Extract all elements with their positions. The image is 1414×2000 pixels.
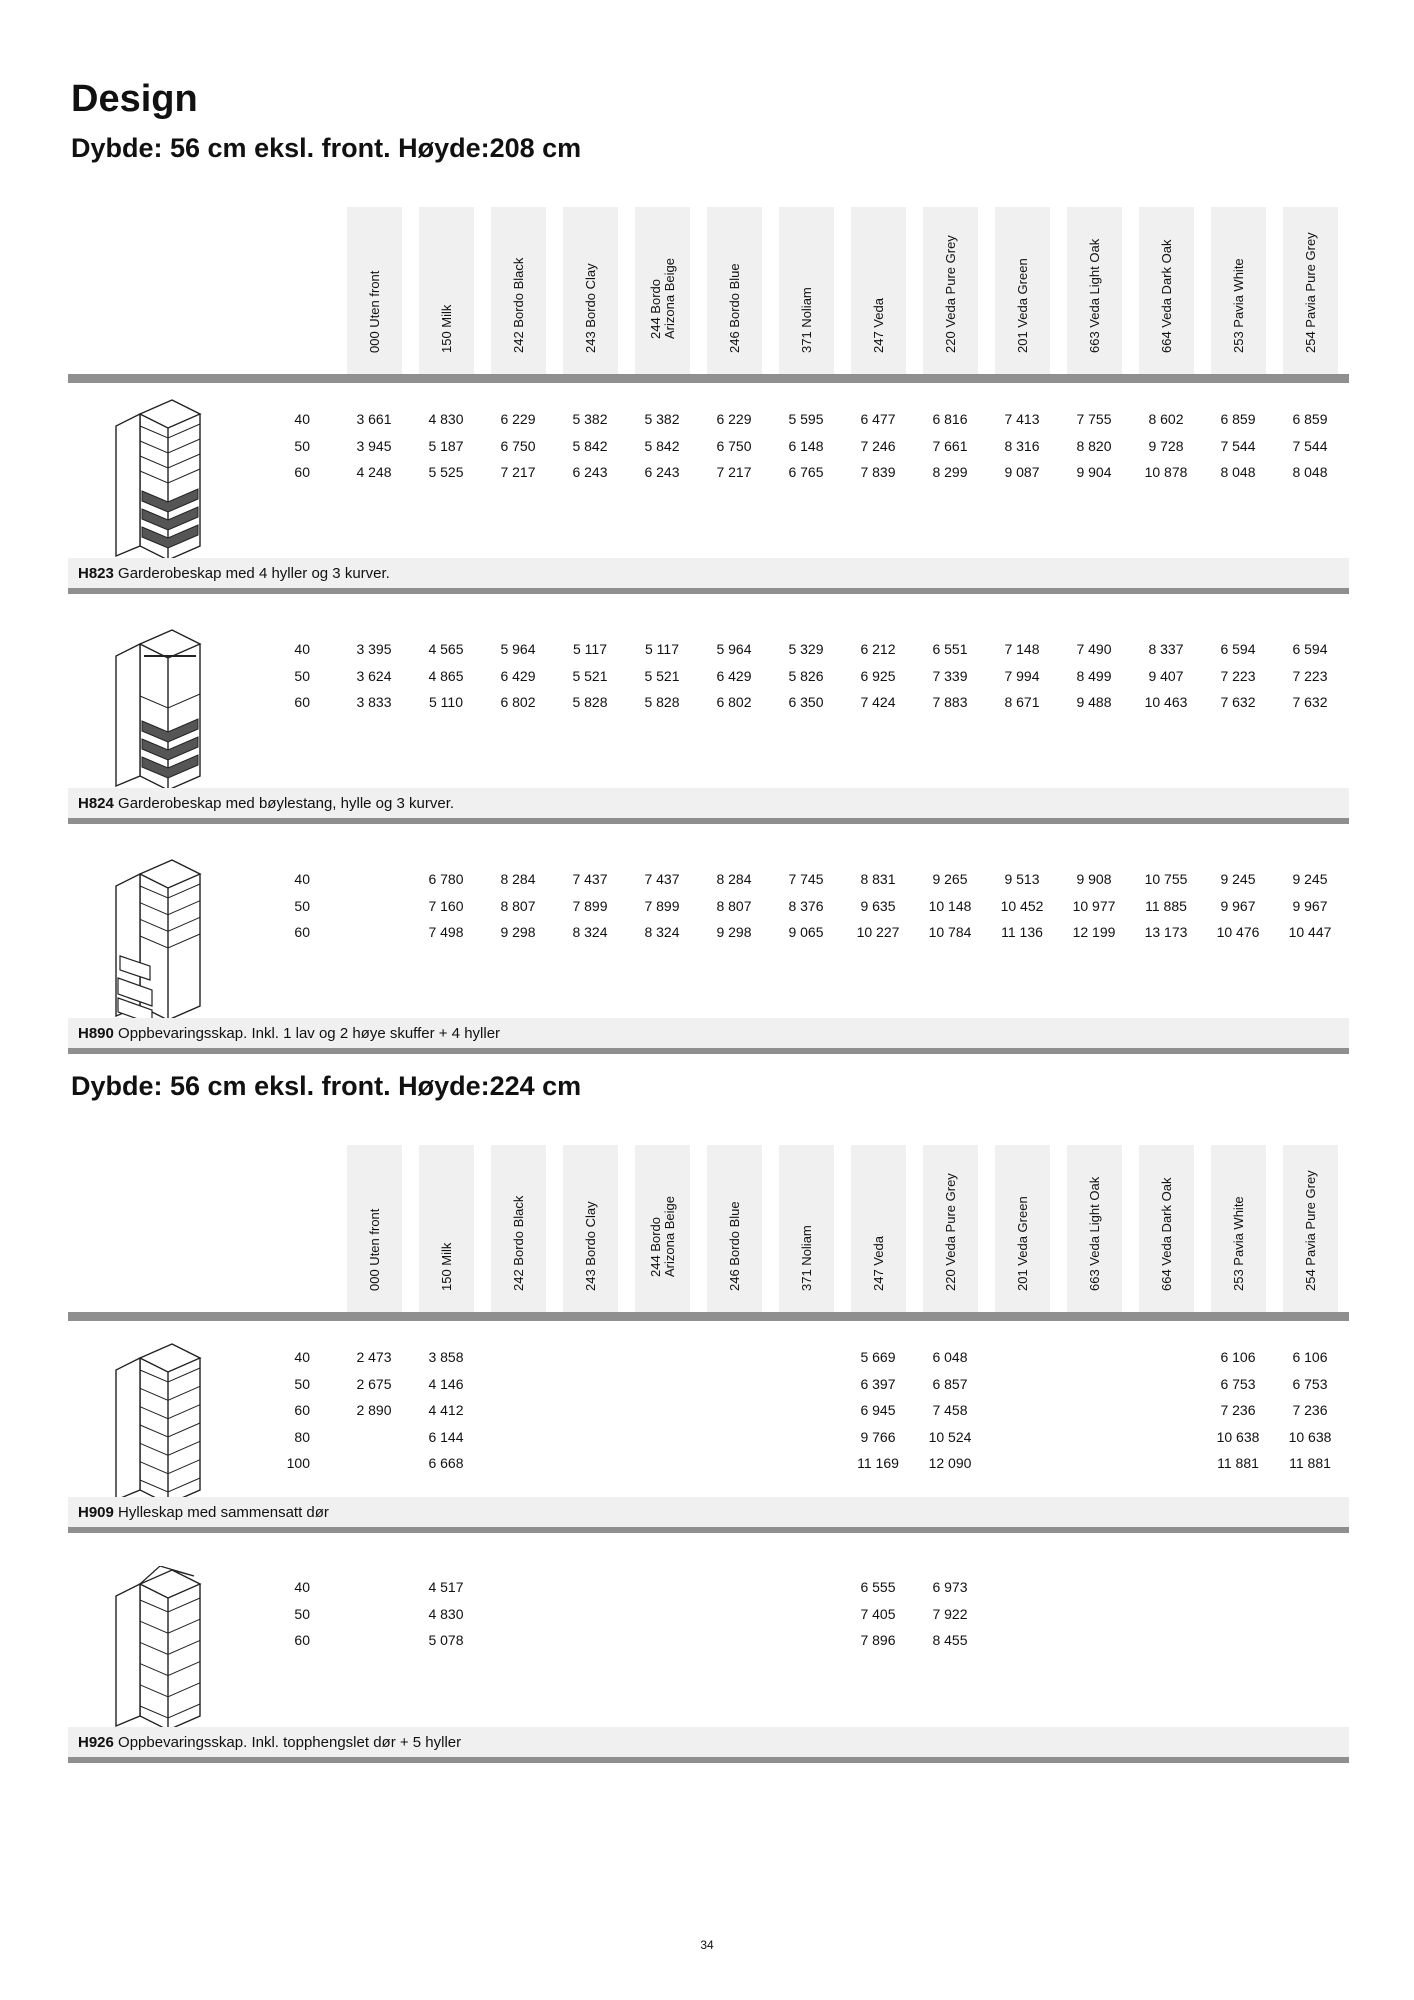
product-divider bbox=[68, 588, 1349, 594]
price-cell: 7 883 bbox=[932, 694, 968, 710]
product-description-row bbox=[68, 788, 1349, 818]
column-header-label: 247 Veda bbox=[870, 298, 886, 353]
storage-drawers-icon bbox=[100, 856, 210, 1036]
price-cell: 9 087 bbox=[1004, 464, 1040, 480]
price-cell: 6 780 bbox=[428, 871, 464, 887]
price-cell: 10 878 bbox=[1144, 464, 1188, 480]
column-header bbox=[1139, 207, 1194, 375]
column-header-label: 664 Veda Dark Oak bbox=[1158, 1177, 1174, 1291]
price-cell: 5 521 bbox=[572, 667, 608, 684]
price-cell: 8 337 bbox=[1148, 641, 1184, 657]
price-cell: 6 925 bbox=[860, 667, 896, 684]
column-header-label: 150 Milk bbox=[438, 1242, 454, 1291]
price-cell: 5 521 bbox=[644, 667, 680, 684]
price-cell: 4 830 bbox=[428, 1605, 464, 1622]
page-title: Design bbox=[71, 78, 198, 120]
price-cell: 7 236 bbox=[1292, 1402, 1328, 1418]
price-cell: 3 624 bbox=[356, 667, 392, 684]
product-text: Garderobeskap med bøylestang, hylle og 3 kurver. bbox=[113, 795, 455, 812]
price-cell: 7 246 bbox=[860, 437, 896, 454]
price-cell: 5 187 bbox=[428, 437, 464, 454]
price-cell: 8 324 bbox=[644, 924, 680, 940]
price-cell: 10 638 bbox=[1216, 1428, 1260, 1445]
price-cell: 6 555 bbox=[860, 1579, 896, 1595]
product-text: Garderobeskap med 4 hyller og 3 kurver. bbox=[113, 565, 390, 582]
price-cell: 6 148 bbox=[788, 437, 824, 454]
width-cm: 60 bbox=[294, 1402, 310, 1418]
price-cell: 5 842 bbox=[644, 437, 680, 454]
product-code: H890 bbox=[78, 1025, 114, 1042]
price-cell: 6 945 bbox=[860, 1402, 896, 1418]
column-header-label: 220 Veda Pure Grey bbox=[942, 1173, 958, 1291]
price-cell: 4 248 bbox=[356, 464, 392, 480]
product-divider bbox=[68, 1527, 1349, 1533]
price-cell: 10 784 bbox=[928, 924, 972, 940]
price-cell: 6 106 bbox=[1292, 1349, 1328, 1365]
price-cell: 9 513 bbox=[1004, 871, 1040, 887]
column-header-label: 242 Bordo Black bbox=[510, 257, 526, 353]
price-cell: 2 890 bbox=[356, 1402, 392, 1418]
price-cell: 5 329 bbox=[788, 641, 824, 657]
column-header bbox=[419, 207, 474, 375]
price-cell: 6 750 bbox=[500, 437, 536, 454]
column-header-label: 244 Bordo Arizona Beige bbox=[647, 1196, 677, 1277]
price-cell: 10 977 bbox=[1072, 897, 1116, 914]
width-cm: 50 bbox=[294, 1605, 310, 1622]
column-header bbox=[923, 207, 978, 375]
price-cell: 10 463 bbox=[1144, 694, 1188, 710]
price-cell: 3 945 bbox=[356, 437, 392, 454]
price-cell: 9 728 bbox=[1148, 437, 1184, 454]
price-cell: 7 544 bbox=[1220, 437, 1256, 454]
price-cell: 12 199 bbox=[1072, 924, 1116, 940]
price-cell: 9 245 bbox=[1292, 871, 1328, 887]
product-text: Oppbevaringsskap. Inkl. 1 lav og 2 høye skuffer + 4 hyller bbox=[113, 1025, 501, 1042]
wardrobe-baskets-icon bbox=[100, 396, 210, 576]
price-cell: 5 525 bbox=[428, 464, 464, 480]
price-cell: 6 477 bbox=[860, 411, 896, 427]
price-cell: 7 745 bbox=[788, 871, 824, 887]
price-cell: 7 994 bbox=[1004, 667, 1040, 684]
price-cell: 7 899 bbox=[644, 897, 680, 914]
price-cell: 6 106 bbox=[1220, 1349, 1256, 1365]
price-cell: 6 859 bbox=[1292, 411, 1328, 427]
price-cell: 11 881 bbox=[1217, 1455, 1259, 1471]
price-cell: 10 638 bbox=[1288, 1428, 1332, 1445]
column-header-label: 246 Bordo Blue bbox=[726, 263, 742, 353]
column-header bbox=[707, 1145, 762, 1313]
column-header bbox=[995, 207, 1050, 375]
product-text: Hylleskap med sammensatt dør bbox=[113, 1504, 329, 1521]
price-cell: 6 802 bbox=[716, 694, 752, 710]
price-cell: 10 476 bbox=[1216, 924, 1260, 940]
column-header-label: 247 Veda bbox=[870, 1236, 886, 1291]
price-cell: 7 490 bbox=[1076, 641, 1112, 657]
price-cell: 2 473 bbox=[356, 1349, 392, 1365]
price-cell: 5 828 bbox=[572, 694, 608, 710]
price-cell: 9 908 bbox=[1076, 871, 1112, 887]
price-cell: 5 669 bbox=[860, 1349, 896, 1365]
price-cell: 8 324 bbox=[572, 924, 608, 940]
width-cm: 60 bbox=[294, 924, 310, 940]
price-cell: 5 078 bbox=[428, 1632, 464, 1648]
price-cell: 3 395 bbox=[356, 641, 392, 657]
price-cell: 9 298 bbox=[716, 924, 752, 940]
column-header bbox=[923, 1145, 978, 1313]
column-header-label: 000 Uten front bbox=[366, 1208, 382, 1291]
price-cell: 7 413 bbox=[1004, 411, 1040, 427]
price-cell: 4 412 bbox=[428, 1402, 464, 1418]
product-description bbox=[78, 1504, 329, 1521]
wardrobe-rail-baskets-icon bbox=[100, 626, 210, 806]
price-cell: 4 830 bbox=[428, 411, 464, 427]
price-cell: 7 223 bbox=[1292, 667, 1328, 684]
price-cell: 10 524 bbox=[928, 1428, 972, 1445]
price-cell: 5 382 bbox=[572, 411, 608, 427]
price-cell: 9 265 bbox=[932, 871, 968, 887]
price-cell: 6 753 bbox=[1220, 1375, 1256, 1392]
price-cell: 6 243 bbox=[572, 464, 608, 480]
price-cell: 8 602 bbox=[1148, 411, 1184, 427]
price-cell: 9 635 bbox=[860, 897, 896, 914]
price-cell: 4 565 bbox=[428, 641, 464, 657]
price-cell: 7 755 bbox=[1076, 411, 1112, 427]
width-cm: 40 bbox=[294, 411, 310, 427]
price-cell: 6 229 bbox=[716, 411, 752, 427]
column-header bbox=[491, 207, 546, 375]
price-cell: 6 350 bbox=[788, 694, 824, 710]
price-cell: 5 117 bbox=[573, 641, 607, 657]
price-cell: 9 766 bbox=[860, 1428, 896, 1445]
column-header-label: 254 Pavia Pure Grey bbox=[1302, 1170, 1318, 1291]
column-header-label: 664 Veda Dark Oak bbox=[1158, 239, 1174, 353]
column-header bbox=[1211, 207, 1266, 375]
column-header bbox=[491, 1145, 546, 1313]
top-hinged-cabinet-icon bbox=[100, 1566, 210, 1746]
column-header bbox=[635, 1145, 690, 1313]
column-header-label: 371 Noliam bbox=[798, 287, 814, 353]
width-cm: 40 bbox=[294, 1579, 310, 1595]
price-cell: 2 675 bbox=[356, 1375, 392, 1392]
column-header bbox=[707, 207, 762, 375]
width-cm: 50 bbox=[294, 1375, 310, 1392]
price-cell: 9 407 bbox=[1148, 667, 1184, 684]
price-cell: 11 136 bbox=[1001, 924, 1043, 940]
price-cell: 6 229 bbox=[500, 411, 536, 427]
column-header bbox=[347, 1145, 402, 1313]
price-cell: 7 405 bbox=[860, 1605, 896, 1622]
price-cell: 7 217 bbox=[716, 464, 752, 480]
price-cell: 7 148 bbox=[1004, 641, 1040, 657]
price-cell: 7 632 bbox=[1292, 694, 1328, 710]
product-text: Oppbevaringsskap. Inkl. topphengslet dør + 5 hyller bbox=[113, 1734, 462, 1751]
price-cell: 6 668 bbox=[428, 1455, 464, 1471]
column-header-label: 000 Uten front bbox=[366, 270, 382, 353]
header-divider bbox=[68, 1312, 1349, 1321]
price-cell: 6 551 bbox=[932, 641, 968, 657]
price-cell: 5 110 bbox=[429, 694, 463, 710]
product-description-row bbox=[68, 1018, 1349, 1048]
price-cell: 8 048 bbox=[1220, 464, 1256, 480]
width-cm: 60 bbox=[294, 1632, 310, 1648]
price-cell: 7 217 bbox=[500, 464, 536, 480]
price-cell: 7 839 bbox=[860, 464, 896, 480]
width-cm: 40 bbox=[294, 871, 310, 887]
price-cell: 9 298 bbox=[500, 924, 536, 940]
price-cell: 9 967 bbox=[1220, 897, 1256, 914]
price-cell: 4 517 bbox=[428, 1579, 464, 1595]
price-cell: 7 339 bbox=[932, 667, 968, 684]
price-cell: 10 447 bbox=[1288, 924, 1332, 940]
price-cell: 6 212 bbox=[860, 641, 896, 657]
price-cell: 7 922 bbox=[932, 1605, 968, 1622]
product-code: H926 bbox=[78, 1734, 114, 1751]
width-cm: 60 bbox=[294, 694, 310, 710]
price-cell: 6 802 bbox=[500, 694, 536, 710]
price-cell: 7 223 bbox=[1220, 667, 1256, 684]
price-cell: 13 173 bbox=[1144, 924, 1188, 940]
product-divider bbox=[68, 1048, 1349, 1054]
price-cell: 7 236 bbox=[1220, 1402, 1256, 1418]
price-cell: 5 117 bbox=[645, 641, 679, 657]
price-cell: 8 284 bbox=[500, 871, 536, 887]
shelf-cabinet-icon bbox=[100, 1340, 210, 1520]
column-header-label: 253 Pavia White bbox=[1230, 258, 1246, 353]
price-cell: 6 144 bbox=[428, 1428, 464, 1445]
price-cell: 7 160 bbox=[428, 897, 464, 914]
price-cell: 8 455 bbox=[932, 1632, 968, 1648]
column-header bbox=[779, 1145, 834, 1313]
price-cell: 7 661 bbox=[932, 437, 968, 454]
column-header bbox=[1283, 207, 1338, 375]
price-cell: 8 499 bbox=[1076, 667, 1112, 684]
price-cell: 4 865 bbox=[428, 667, 464, 684]
column-header bbox=[779, 207, 834, 375]
column-header bbox=[1211, 1145, 1266, 1313]
column-header bbox=[1139, 1145, 1194, 1313]
price-cell: 10 452 bbox=[1000, 897, 1044, 914]
price-cell: 3 858 bbox=[428, 1349, 464, 1365]
price-cell: 6 397 bbox=[860, 1375, 896, 1392]
price-cell: 8 807 bbox=[500, 897, 536, 914]
price-cell: 5 964 bbox=[716, 641, 752, 657]
column-header-label: 220 Veda Pure Grey bbox=[942, 235, 958, 353]
header-divider bbox=[68, 374, 1349, 383]
price-cell: 7 437 bbox=[572, 871, 608, 887]
column-header-label: 253 Pavia White bbox=[1230, 1196, 1246, 1291]
price-cell: 6 594 bbox=[1220, 641, 1256, 657]
column-header bbox=[563, 207, 618, 375]
column-header bbox=[635, 207, 690, 375]
price-cell: 7 896 bbox=[860, 1632, 896, 1648]
price-cell: 7 899 bbox=[572, 897, 608, 914]
price-cell: 11 885 bbox=[1145, 897, 1187, 914]
price-cell: 7 424 bbox=[860, 694, 896, 710]
price-cell: 6 750 bbox=[716, 437, 752, 454]
column-header bbox=[995, 1145, 1050, 1313]
price-cell: 8 048 bbox=[1292, 464, 1328, 480]
width-cm: 50 bbox=[294, 897, 310, 914]
product-description-row bbox=[68, 1727, 1349, 1757]
product-divider bbox=[68, 818, 1349, 824]
column-header bbox=[851, 1145, 906, 1313]
price-cell: 5 382 bbox=[644, 411, 680, 427]
column-header bbox=[563, 1145, 618, 1313]
width-cm: 60 bbox=[294, 464, 310, 480]
section-subtitle: Dybde: 56 cm eksl. front. Høyde:224 cm bbox=[71, 1071, 582, 1101]
price-cell: 6 429 bbox=[716, 667, 752, 684]
price-cell: 3 661 bbox=[356, 411, 392, 427]
price-cell: 6 765 bbox=[788, 464, 824, 480]
width-cm: 40 bbox=[294, 641, 310, 657]
price-cell: 5 842 bbox=[572, 437, 608, 454]
price-cell: 11 881 bbox=[1289, 1455, 1331, 1471]
column-header-label: 201 Veda Green bbox=[1014, 258, 1030, 353]
column-header-label: 243 Bordo Clay bbox=[582, 1201, 598, 1291]
price-cell: 9 065 bbox=[788, 924, 824, 940]
price-cell: 9 904 bbox=[1076, 464, 1112, 480]
price-cell: 9 245 bbox=[1220, 871, 1256, 887]
price-cell: 5 964 bbox=[500, 641, 536, 657]
price-cell: 8 316 bbox=[1004, 437, 1040, 454]
price-cell: 7 498 bbox=[428, 924, 464, 940]
product-description bbox=[78, 1025, 500, 1042]
price-cell: 8 376 bbox=[788, 897, 824, 914]
product-description-row bbox=[68, 558, 1349, 588]
width-cm: 50 bbox=[294, 667, 310, 684]
price-cell: 6 859 bbox=[1220, 411, 1256, 427]
price-cell: 10 755 bbox=[1144, 871, 1188, 887]
section-subtitle: Dybde: 56 cm eksl. front. Høyde:208 cm bbox=[71, 133, 582, 163]
price-cell: 6 243 bbox=[644, 464, 680, 480]
column-header-label: 243 Bordo Clay bbox=[582, 263, 598, 353]
product-description-row bbox=[68, 1497, 1349, 1527]
column-header-label: 663 Veda Light Oak bbox=[1086, 238, 1102, 353]
column-header-label: 371 Noliam bbox=[798, 1225, 814, 1291]
column-header bbox=[347, 207, 402, 375]
price-cell: 5 595 bbox=[788, 411, 824, 427]
price-cell: 9 967 bbox=[1292, 897, 1328, 914]
column-header-label: 254 Pavia Pure Grey bbox=[1302, 232, 1318, 353]
width-cm: 40 bbox=[294, 1349, 310, 1365]
column-header-label: 201 Veda Green bbox=[1014, 1196, 1030, 1291]
price-cell: 5 826 bbox=[788, 667, 824, 684]
price-cell: 10 227 bbox=[856, 924, 900, 940]
product-description bbox=[78, 565, 390, 582]
price-cell: 5 828 bbox=[644, 694, 680, 710]
column-header bbox=[1283, 1145, 1338, 1313]
price-cell: 8 831 bbox=[860, 871, 896, 887]
price-cell: 6 857 bbox=[932, 1375, 968, 1392]
product-description bbox=[78, 795, 454, 812]
column-header-label: 246 Bordo Blue bbox=[726, 1201, 742, 1291]
product-divider bbox=[68, 1757, 1349, 1763]
product-code: H909 bbox=[78, 1504, 114, 1521]
price-cell: 8 284 bbox=[716, 871, 752, 887]
column-header-label: 663 Veda Light Oak bbox=[1086, 1176, 1102, 1291]
price-cell: 6 753 bbox=[1292, 1375, 1328, 1392]
price-cell: 8 807 bbox=[716, 897, 752, 914]
price-cell: 6 429 bbox=[500, 667, 536, 684]
price-cell: 4 146 bbox=[428, 1375, 464, 1392]
price-cell: 11 169 bbox=[857, 1455, 899, 1471]
price-cell: 7 458 bbox=[932, 1402, 968, 1418]
price-cell: 6 594 bbox=[1292, 641, 1328, 657]
column-header bbox=[1067, 1145, 1122, 1313]
width-cm: 100 bbox=[286, 1455, 310, 1471]
width-cm: 50 bbox=[294, 437, 310, 454]
column-header bbox=[419, 1145, 474, 1313]
column-header-label: 150 Milk bbox=[438, 304, 454, 353]
product-description bbox=[78, 1734, 461, 1751]
price-cell: 3 833 bbox=[356, 694, 392, 710]
column-header bbox=[851, 207, 906, 375]
price-cell: 7 437 bbox=[644, 871, 680, 887]
product-code: H824 bbox=[78, 795, 114, 812]
column-header-label: 242 Bordo Black bbox=[510, 1195, 526, 1291]
product-code: H823 bbox=[78, 565, 114, 582]
price-cell: 7 544 bbox=[1292, 437, 1328, 454]
price-cell: 8 299 bbox=[932, 464, 968, 480]
width-cm: 80 bbox=[294, 1428, 310, 1445]
price-cell: 6 048 bbox=[932, 1349, 968, 1365]
column-header-label: 244 Bordo Arizona Beige bbox=[647, 258, 677, 339]
price-cell: 6 816 bbox=[932, 411, 968, 427]
price-cell: 6 973 bbox=[932, 1579, 968, 1595]
price-cell: 8 820 bbox=[1076, 437, 1112, 454]
column-header bbox=[1067, 207, 1122, 375]
page-number: 34 bbox=[700, 1938, 714, 1952]
price-cell: 12 090 bbox=[928, 1455, 972, 1471]
price-cell: 7 632 bbox=[1220, 694, 1256, 710]
price-cell: 8 671 bbox=[1004, 694, 1040, 710]
price-cell: 10 148 bbox=[928, 897, 972, 914]
price-cell: 9 488 bbox=[1076, 694, 1112, 710]
